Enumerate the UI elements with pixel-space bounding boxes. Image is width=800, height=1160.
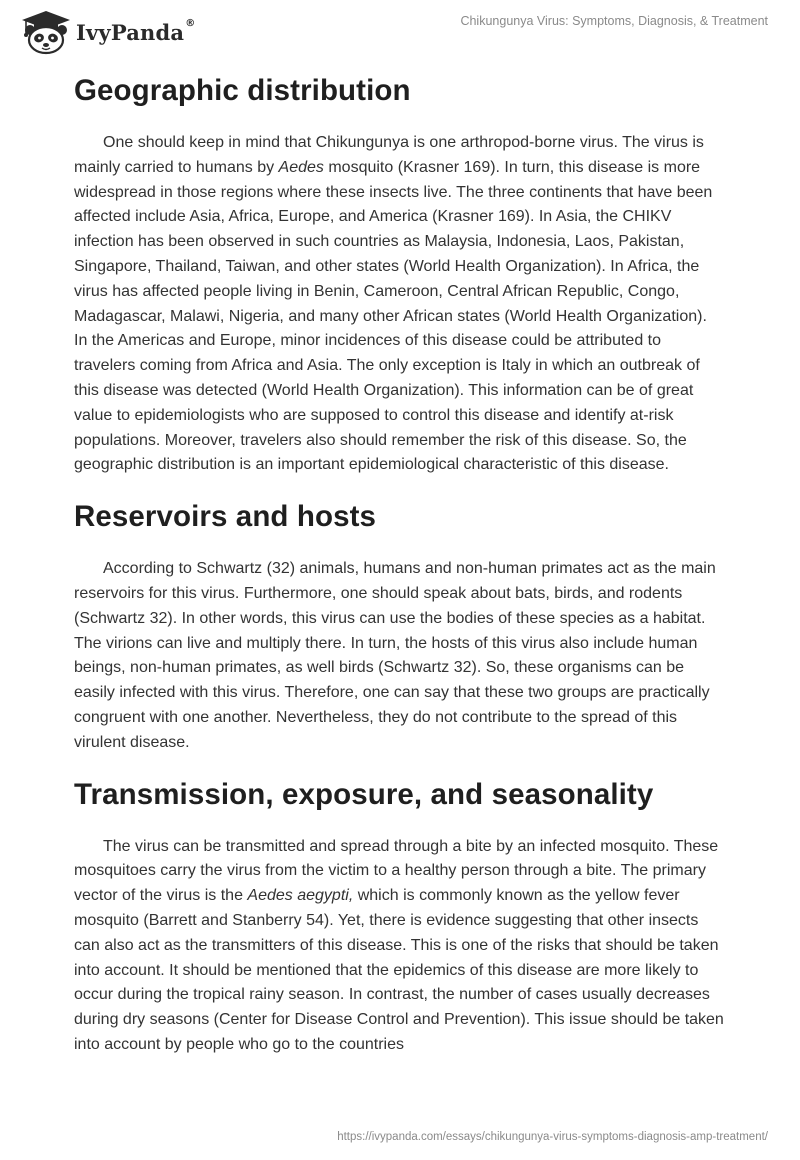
essay-content [74,66,724,1058]
section-heading-geographic: Geographic distribution [74,74,411,107]
brand-name [76,17,196,45]
paragraph-text: which is commonly known as the yellow fever mosquito (Barrett and Stanberry 54). Yet, there is evidence suggesting that other insects can also act as the transmitters of this disease. This is one of the risks that should be taken into account. It should be mentioned that the epidemics of this disease are more likely to occur during the tropical rainy season. In contrast, the number of cases usually decreases during dry seasons (Center for Disease Control and Prevention). This issue should be taken into account by people who go to the countries [74,887,724,1053]
section-paragraph-transmission [74,835,724,1058]
species-name: Aedes [278,158,324,176]
ivypanda-logo[interactable] [16,8,195,56]
source-url[interactable]: https://ivypanda.com/essays/chikungunya-virus-symptoms-diagnosis-amp-treatment/ [337,1131,768,1143]
graduation-panda-icon [16,8,72,56]
paragraph-text: The virus can be transmitted and spread through a bite by an infected mosquito. These mosquitoes carry the virus from the victim to a healthy person through a bite. The primary vector of the virus is the [74,837,719,905]
brand-text: IvyPanda [76,19,185,45]
paragraph-text: mosquito (Krasner 169). In turn, this disease is more widespread in those regions where these insects live. The three continents that have been affected include Asia, Africa, Europe, and America (Krasner 169). In Asia, the CHIKV infection has been observed in such countries as Malaysia, Indonesia, Laos, Pakistan, Singapore, Thailand, Taiwan, and other states (World Health Organization). In Africa, the virus has affected people living in Benin, Cameroon, Central African Republic, Congo, Madagascar, Malawi, Nigeria, and many other African states (World Health Organization). In the Americas and Europe, minor incidences of this disease could be attributed to travelers coming from Africa and Asia. The only exception is Italy in which an outbreak of this disease was detected (World Health Organization). This information can be of great value to epidemiologists who are supposed to control this disease and identify at-risk populations. Moreover, travelers also should remember the risk of this disease. So, the geographic distribution is an important epidemiological characteristic of this disease. [74,158,713,474]
registered-mark: ® [185,17,196,29]
species-name: Aedes aegypti, [247,887,354,905]
section-heading-reservoirs: Reservoirs and hosts [74,500,377,534]
paragraph-text: One should keep in mind that Chikungunya is one arthropod-borne virus. The virus is mainly carried to humans by [74,134,704,176]
section-heading-transmission: Transmission, exposure, and seasonality [74,777,654,811]
document-title: Chikungunya Virus: Symptoms, Diagnosis, & Treatment [460,14,768,28]
page-header [0,0,800,62]
section-paragraph-geographic [74,131,724,478]
section-paragraph-reservoirs: According to Schwartz (32) animals, humans and non-human primates act as the main reservoirs for this virus. Furthermore, one should speak about bats, birds, and rodents (Schwartz 32). In other words, this virus can use the bodies of these species as a habitat. The virions can live and multiply there. In turn, the hosts of this virus also include human beings, non-human primates, as well birds (Schwartz 32). So, these organisms can be easily infected with this virus. Therefore, one can say that these two groups are practically congruent with one another. Nevertheless, they do not contribute to the spread of this virulent disease. [74,560,716,751]
